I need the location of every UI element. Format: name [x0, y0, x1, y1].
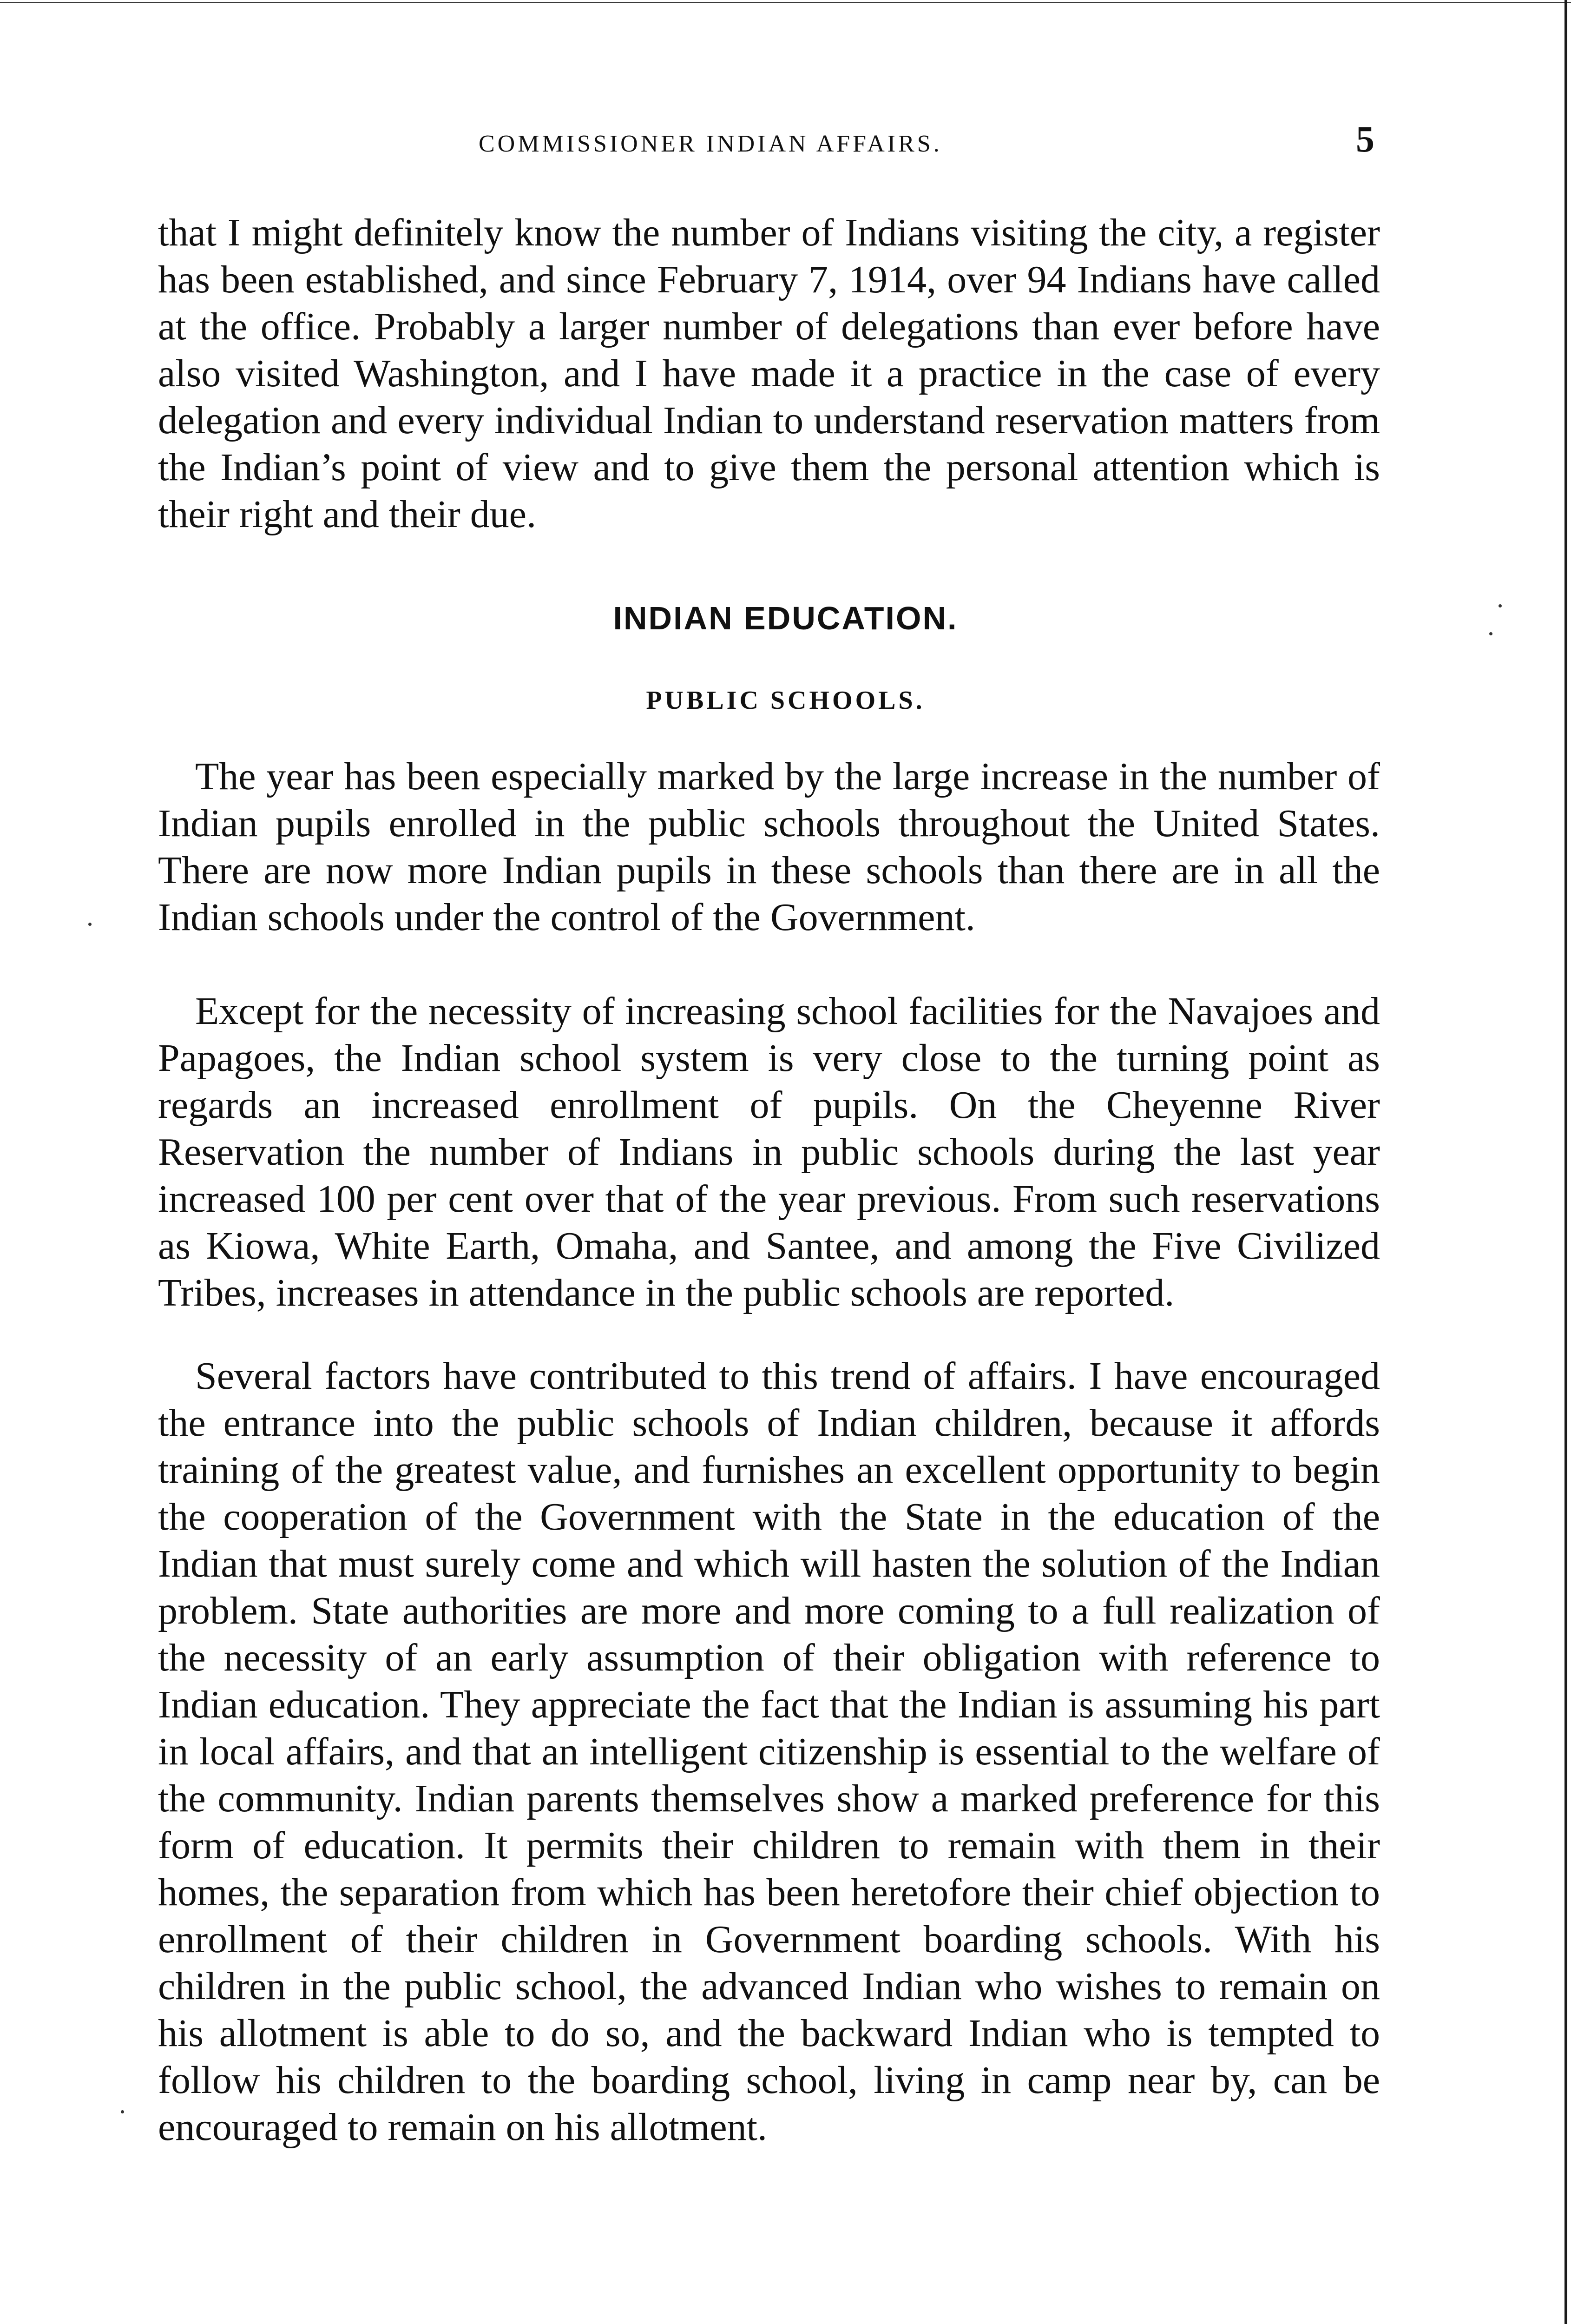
page-number: 5	[1356, 119, 1374, 160]
page-edge-top	[0, 2, 1571, 3]
scan-speck	[88, 923, 92, 926]
running-header-title: COMMISSIONER INDIAN AFFAIRS.	[479, 131, 942, 157]
body-paragraph: Except for the necessity of increasing school facilities for the Navajoes and Papagoes, the Indian school system is very close to the turning point as regards an increased enrollment of pupils. On the Cheyenne River Reservation the number of Indians in public schools during the last year increased 100 per cent over that of the year previous. From such reservations as Kiowa, White Earth, Omaha, and Santee, and among the Five Civilized Tribes, increases in attendance in the public schools are reported.	[158, 990, 1380, 1314]
body-paragraph: The year has been especially marked by the large increase in the number of Indian pupils enrolled in the public schools throughout the United States. There are now more Indian pupils in these schools than there are in all the Indian schools under the control of the Government.	[158, 755, 1380, 939]
section-heading: INDIAN EDUCATION.	[613, 600, 958, 636]
body-paragraph: Several factors have contributed to this trend of affairs. I have encouraged the entrance into the public schools of Indian children, because it affords training of the greatest value, and furnishes an excellent opportunity to begin the cooperation of the Government with the State in the education of the Indian that must surely come and which will hasten the solution of the Indian problem. State authorities are more and more coming to a full realization of the necessity of an early assumption of their obligation with reference to Indian education. They appreciate the fact that the Indian is assuming his part in local affairs, and that an intelligent citizenship is essential to the welfare of the community. Indian parents themselves show a marked preference for this form of education. It permits their children to remain with them in their homes, the separation from which has been heretofore their chief objection to enrollment of their children in Government boarding schools. With his children in the public school, the advanced Indian who wishes to remain on his allotment is able to do so, and the backward Indian who is tempted to follow his children to the boarding school, living in camp near by, can be encouraged to remain on his allotment.	[158, 1354, 1380, 2149]
continuation-paragraph: that I might definitely know the number of Indians visiting the city, a register has been established, and since February 7, 1914, over 94 Indians have called at the office. Probably a larger number of delegations than ever before have also visited Washington, and I have made it a practice in the case of every delegation and every individual Indian to understand reservation matters from the Indian’s point of view and to give them the personal attention which is their right and their due.	[158, 211, 1380, 536]
sub-heading: PUBLIC SCHOOLS.	[646, 686, 925, 715]
scan-speck	[121, 2110, 124, 2113]
page-edge-right	[1564, 0, 1567, 2324]
